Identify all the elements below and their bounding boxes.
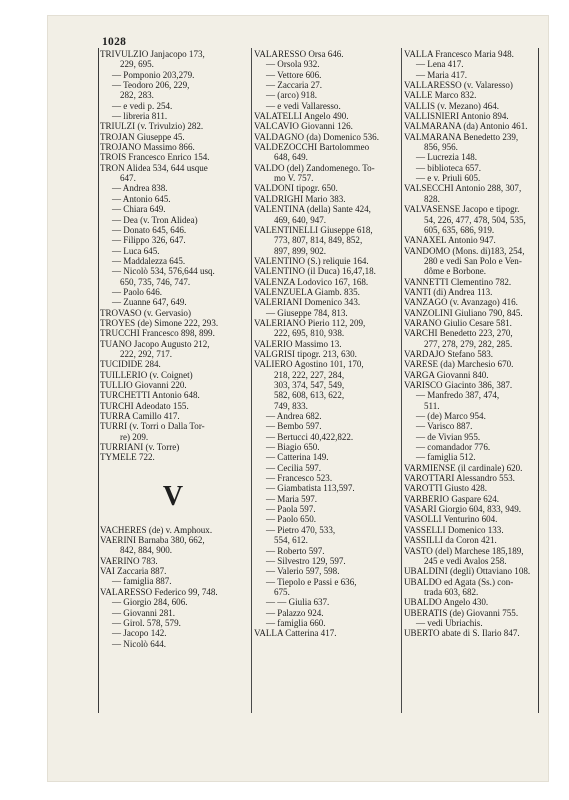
index-entry-line: VASSILLI da Coron 421.	[404, 535, 497, 546]
index-entry-line: VALERIANO Pierio 112, 209,	[254, 317, 366, 328]
index-entry-line: — Dea (v. Tron Alidea)	[112, 214, 198, 225]
index-entry-line: TULLIO Giovanni 220.	[100, 380, 187, 390]
index-entry-line: — comandador 776.	[416, 442, 491, 453]
index-entry-line: — — Giulia 637.	[266, 597, 330, 608]
index-entry-line: VALATELLI Angelo 490.	[254, 111, 349, 122]
index-entry-line: VAERINO 783.	[100, 555, 158, 566]
index-entry-line: — Chiara 649.	[112, 204, 166, 215]
index-entry-line: 554, 612.	[274, 535, 308, 546]
index-entry-line: — e vedi Vallaresso.	[266, 100, 341, 111]
index-entry-line: — (de) Marco 954.	[416, 411, 486, 422]
index-entry-line: VALENTINELLI Giuseppe 618,	[254, 224, 373, 235]
index-entry-line: 842, 884, 900.	[120, 545, 173, 556]
index-entry-line: — Silvestro 129, 597.	[266, 555, 346, 566]
index-entry-line: UBALDO Angelo 430.	[404, 597, 489, 608]
index-column-1	[100, 49, 246, 649]
index-entry-line: — Lucrezia 148.	[416, 152, 478, 163]
index-entry-line: — Paolo 650.	[266, 514, 317, 525]
index-entry-line: — Varisco 887.	[416, 421, 473, 432]
index-entry-line: TURRA Camillo 417.	[100, 411, 180, 422]
index-entry-line: — Nicolò 534, 576,644 usq.	[112, 266, 215, 277]
index-entry-line: 222, 292, 717.	[120, 348, 173, 359]
index-entry-line: — e vedi p. 254.	[112, 100, 173, 111]
index-entry-line: 647.	[120, 173, 136, 184]
index-entry-line: VANAXEL Antonio 947.	[404, 235, 496, 246]
index-entry-line: — Orsola 932.	[266, 59, 320, 70]
index-entry-line: VASSELLI Domenico 133.	[404, 524, 504, 535]
index-entry-line: — Nicolò 644.	[112, 638, 167, 649]
index-entry-line: VARBERIO Gaspare 624.	[404, 493, 500, 504]
index-entry-line: VALGRISI tipogr. 213, 630.	[254, 348, 357, 359]
index-entry-line: VANNETTI Clementino 782.	[404, 276, 512, 287]
index-entry-line: 650, 735, 746, 747.	[120, 276, 191, 287]
index-entry-line: VAROTTARI Alessandro 553.	[404, 473, 515, 484]
index-entry-line: — Zaccaria 27.	[266, 80, 323, 91]
index-entry-line: UBERTO abate di S. Ilario 847.	[404, 628, 520, 639]
index-entry-line: VALDO (del) Zandomenego. To-	[254, 162, 375, 173]
index-entry-line: — Francesco 523.	[266, 473, 333, 484]
index-entry-line: — Manfredo 387, 474,	[416, 390, 500, 401]
column-divider	[251, 48, 252, 713]
index-entry-line: VALENTINA (della) Sante 424,	[254, 204, 371, 215]
index-entry-line: 648, 649.	[274, 152, 308, 163]
index-entry-line: 773, 807, 814, 849, 852,	[274, 235, 363, 246]
index-entry-line: — e v. Priuli 605.	[416, 173, 481, 184]
index-entry-line: — de Vivian 955.	[416, 431, 481, 442]
index-entry-line: UBERATIS (de) Giovanni 755.	[404, 607, 519, 618]
index-entry-line: — Giambatista 113,597.	[266, 483, 355, 494]
index-entry-line: mo V. 757.	[274, 173, 314, 184]
index-entry-line: TROIS Francesco Enrico 154.	[100, 152, 210, 163]
index-entry-line: VALLE Marco 832.	[404, 90, 477, 101]
index-entry-line: VASARI Giorgio 604, 833, 949.	[404, 504, 522, 515]
index-entry-line: VALERIO Massimo 13.	[254, 338, 342, 349]
index-entry-line: TUANO Jacopo Augusto 212,	[100, 338, 210, 349]
index-column-3	[404, 49, 550, 639]
index-entry-line: TURRI (v. Torri o Dalla Tor-	[100, 421, 205, 432]
index-entry-line: — Bembo 597.	[266, 421, 322, 432]
index-entry-line: VAERINI Barnaba 380, 662,	[100, 535, 205, 546]
index-entry-line: 222, 695, 810, 938.	[274, 328, 345, 339]
index-entry-line: VARCHI Benedetto 223, 270,	[404, 328, 513, 339]
index-entry-line: VALLISNIERI Antonio 894.	[404, 111, 509, 122]
index-entry-line: — Andrea 838.	[112, 183, 168, 194]
index-entry-line: — Giorgio 284, 606.	[112, 597, 188, 608]
index-entry-line: TRON Alidea 534, 644 usque	[100, 162, 208, 173]
index-entry-line: VALARESSO Federico 99, 748.	[100, 586, 218, 597]
index-entry-line: — Cecilia 597.	[266, 462, 322, 473]
index-entry-line: VALMARANA (da) Antonio 461.	[404, 121, 528, 132]
index-entry-line: VALERIANI Domenico 343.	[254, 297, 361, 308]
index-entry-line: TURCHETTI Antonio 648.	[100, 390, 200, 401]
index-entry-line: 303, 374, 547, 549,	[274, 380, 345, 390]
column-divider	[401, 48, 402, 713]
index-entry-line: dôme e Borbone.	[424, 266, 487, 277]
index-entry-line: — Zuanne 647, 649.	[112, 297, 187, 308]
index-entry-line: 469, 640, 947.	[274, 214, 327, 225]
index-entry-line: — Donato 645, 646.	[112, 224, 187, 235]
index-entry-line: 856, 956.	[424, 142, 458, 153]
index-entry-line: VANZOLINI Giuliano 790, 845.	[404, 307, 523, 318]
index-entry-line: VAROTTI Giusto 428.	[404, 483, 488, 494]
index-entry-line: — famiglia 660.	[266, 617, 326, 628]
index-entry-line: VALENZA Lodovico 167, 168.	[254, 276, 369, 287]
index-entry-line: — Biagio 650.	[266, 442, 320, 453]
index-entry-line: VANTI (di) Andrea 113.	[404, 286, 493, 297]
index-entry-line: — Catterina 149.	[266, 452, 329, 463]
index-entry-line: 54, 226, 477, 478, 504, 535,	[424, 214, 526, 225]
index-entry-line: — Tiepolo e Passi e 636,	[266, 576, 357, 587]
index-entry-line: VALENZUELA Giamb. 835.	[254, 286, 360, 297]
index-entry-line: VARGA Giovanni 840.	[404, 369, 489, 380]
index-entry-line: TUCIDIDE 284.	[100, 359, 161, 370]
index-entry-line: 280 e vedi San Polo e Ven-	[424, 255, 522, 266]
page-number: 1028	[102, 36, 127, 48]
index-entry-line: 218, 222, 227, 284,	[274, 369, 345, 380]
index-entry-line: TUILLERIO (v. Coignet)	[100, 369, 193, 380]
index-entry-line: — Lena 417.	[416, 59, 464, 70]
index-entry-line: TYMELE 722.	[100, 452, 155, 463]
index-entry-line: TRUCCHI Francesco 898, 899.	[100, 328, 215, 339]
index-entry-line: — Teodoro 206, 229,	[112, 80, 190, 91]
index-entry-line: — Filippo 326, 647.	[112, 235, 186, 246]
index-entry-line: 675.	[274, 586, 290, 597]
index-entry-line: — Andrea 682.	[266, 411, 322, 422]
index-entry-line: VASTO (del) Marchese 185,189,	[404, 545, 524, 556]
index-entry-line: TROJAN Giuseppe 45.	[100, 131, 185, 142]
index-entry-line: 245 e vedi Avalos 258.	[424, 555, 507, 566]
index-entry-line: — Vettore 606.	[266, 69, 322, 80]
index-entry-line: VALCAVIO Giovanni 126.	[254, 121, 353, 132]
index-entry-line: VALENTINO (il Duca) 16,47,18.	[254, 266, 376, 277]
index-entry-line: UBALDO ed Agata (Ss.) con-	[404, 576, 514, 587]
index-entry-line: VALMARANA Benedetto 239,	[404, 131, 519, 142]
index-entry-line: — Palazzo 924.	[266, 607, 324, 618]
index-entry-line: TURRIANI (v. Torre)	[100, 442, 180, 453]
index-entry-line: — famiglia 512.	[416, 452, 476, 463]
index-entry-line: — Giuseppe 784, 813.	[266, 307, 348, 318]
index-entry-line: 282, 283.	[120, 90, 154, 101]
index-entry-line: VALLARESSO (v. Valaresso)	[404, 80, 513, 91]
index-entry-line: — Maria 597.	[266, 493, 318, 504]
index-entry-line: 605, 635, 686, 919.	[424, 224, 495, 235]
index-entry-line: 749, 833.	[274, 400, 308, 411]
index-entry-line: VARDAJO Stefano 583.	[404, 348, 494, 359]
index-entry-line: TROYES (de) Simone 222, 293.	[100, 317, 219, 328]
index-entry-line: 277, 278, 279, 282, 285.	[424, 338, 513, 349]
section-letter-heading: V	[162, 480, 184, 512]
index-entry-line: VALDEZOCCHI Bartolommeo	[254, 142, 370, 153]
index-entry-line: 828.	[424, 193, 440, 204]
index-entry-line: VALDRIGHI Mario 383.	[254, 193, 346, 204]
index-entry-line: — Girol. 578, 579.	[112, 617, 181, 628]
index-entry-line: trada 603, 682.	[424, 586, 479, 597]
index-entry-line: — Jacopo 142.	[112, 628, 167, 639]
index-entry-line: VARESE (da) Marchesio 670.	[404, 359, 514, 370]
index-entry-line: VALSECCHI Antonio 288, 307,	[404, 183, 522, 194]
index-entry-line: — Luca 645.	[112, 245, 160, 256]
index-entry-line: VALIERO Agostino 101, 170,	[254, 359, 364, 370]
index-entry-line: VARISCO Giacinto 386, 387.	[404, 380, 513, 390]
index-entry-line: VARANO Giulio Cesare 581.	[404, 317, 512, 328]
index-entry-line: 511.	[424, 400, 440, 411]
index-entry-line: — Paola 597.	[266, 504, 316, 515]
index-entry-line: — biblioteca 657.	[416, 162, 482, 173]
index-entry-line: — Paolo 646.	[112, 286, 163, 297]
index-column-2	[254, 49, 400, 639]
index-entry-line: VAI Zaccaria 887.	[100, 566, 167, 577]
index-entry-line: — famiglia 887.	[112, 576, 172, 587]
index-entry-line: — Bertucci 40,422,822.	[266, 431, 354, 442]
index-entry-line: TURCHI Adeodato 155.	[100, 400, 189, 411]
index-entry-line: — Maddalezza 645.	[112, 255, 186, 266]
index-entry-line: — Roberto 597.	[266, 545, 325, 556]
index-entry-line: TROVASO (v. Gervasio)	[100, 307, 191, 318]
index-entry-line: VALLIS (v. Mezano) 464.	[404, 100, 499, 111]
index-entry-line: — Pomponio 203,279.	[112, 69, 195, 80]
index-entry-line: VALLA Catterina 417.	[254, 628, 337, 639]
index-entry-line: UBALDINI (degli) Ottaviano 108.	[404, 566, 531, 577]
index-entry-line: VALLA Francesco Maria 948.	[404, 49, 514, 59]
index-entry-line: re) 209.	[120, 431, 149, 442]
index-entry-line: VALVASENSE Jacopo e tipogr.	[404, 204, 520, 215]
index-entry-line: — Giovanni 281.	[112, 607, 176, 618]
index-entry-line: VALENTINO (S.) reliquie 164.	[254, 255, 369, 266]
index-entry-line: TROJANO Massimo 866.	[100, 142, 195, 153]
index-entry-line: — Maria 417.	[416, 69, 468, 80]
index-entry-line: VASOLLI Venturino 604.	[404, 514, 498, 525]
index-entry-line: 897, 899, 902.	[274, 245, 327, 256]
index-entry-line: VALARESSO Orsa 646.	[254, 49, 344, 59]
index-entry-line: VARMIENSE (il cardinale) 620.	[404, 462, 523, 473]
index-entry-line: 229, 695.	[120, 59, 154, 70]
index-entry-line: VALDAGNO (da) Domenico 536.	[254, 131, 379, 142]
index-entry-line: — vedi Ubriachis.	[416, 617, 483, 628]
index-entry-line: — libreria 811.	[112, 111, 168, 122]
index-entry-line: VANZAGO (v. Avanzago) 416.	[404, 297, 518, 308]
index-entry-line: — Antonio 645.	[112, 193, 171, 204]
index-entry-line: — (arco) 918.	[266, 90, 317, 101]
index-entry-line: TRIULZI (v. Trivulzio) 282.	[100, 121, 204, 132]
index-entry-line: VANDOMO (Mons. di)183, 254,	[404, 245, 525, 256]
index-entry-line: VALDONI tipogr. 650.	[254, 183, 338, 194]
index-entry-line: VACHERES (de) v. Amphoux.	[100, 524, 213, 535]
index-entry-line: — Valerio 597, 598.	[266, 566, 340, 577]
index-entry-line: — Pietro 470, 533,	[266, 524, 336, 535]
index-entry-line: TRIVULZIO Janjacopo 173,	[100, 49, 205, 59]
index-entry-line: 582, 608, 613, 622,	[274, 390, 345, 401]
